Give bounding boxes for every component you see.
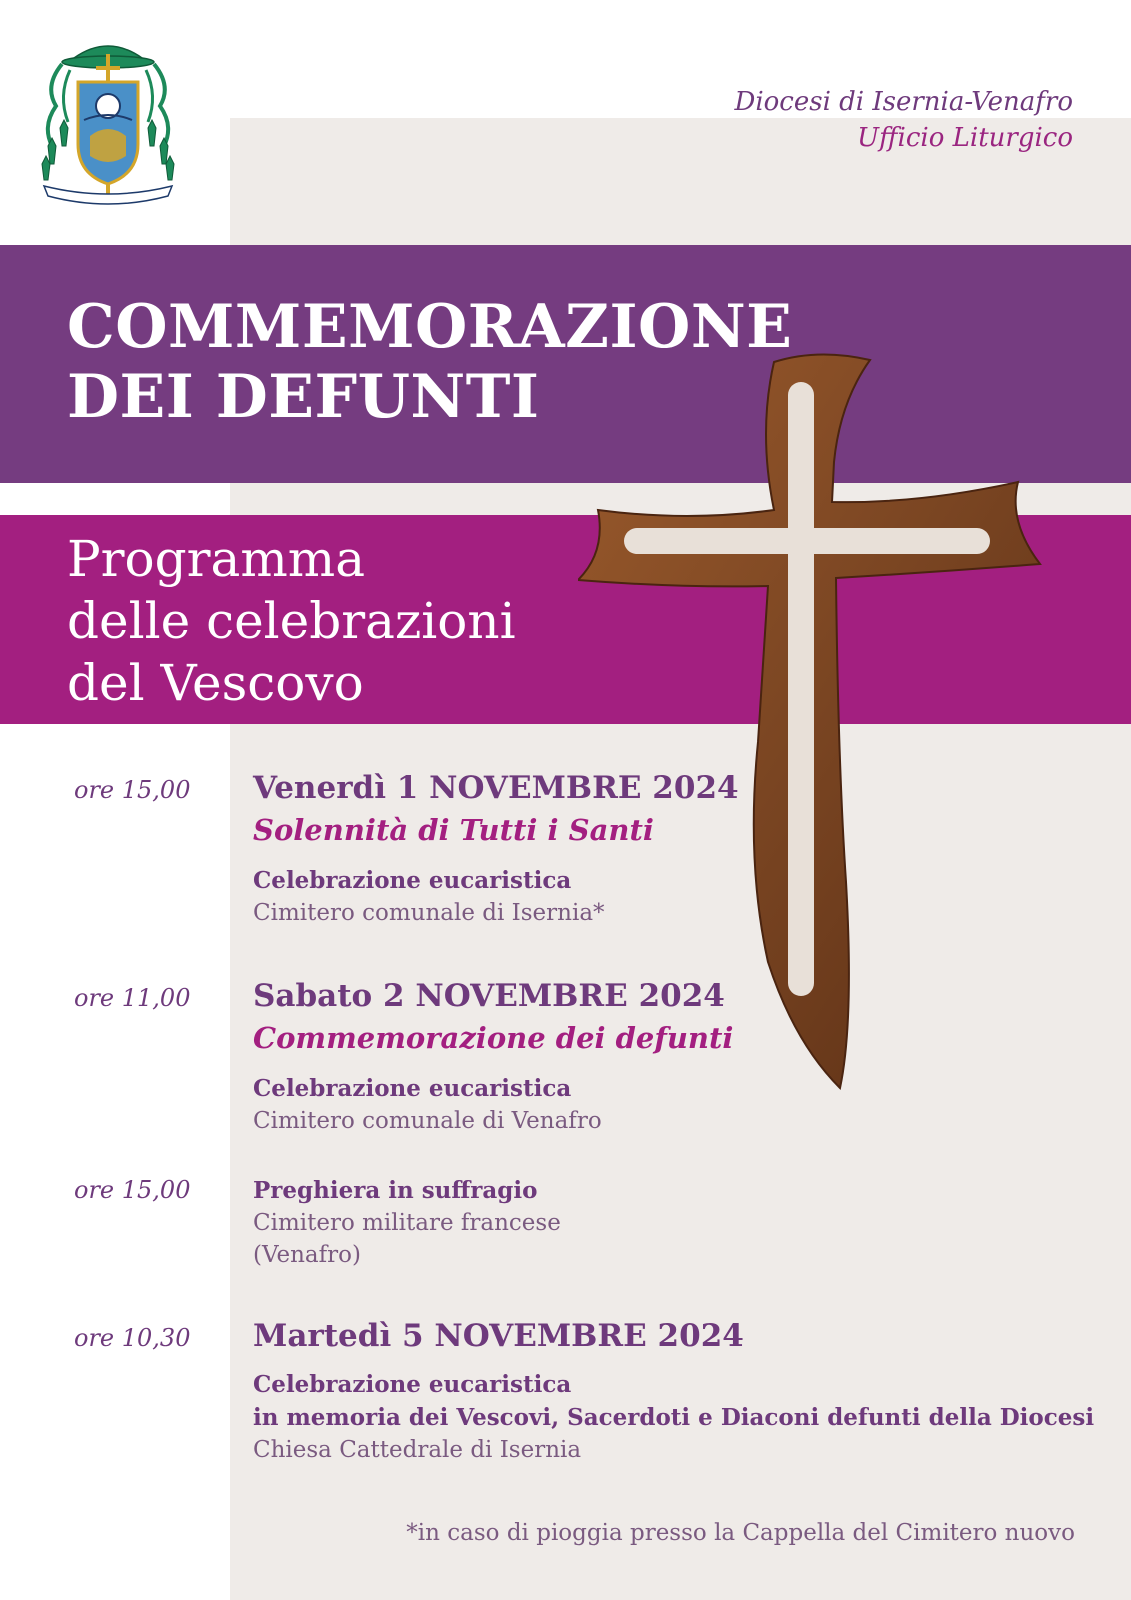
program-subtitle xyxy=(67,528,516,714)
event-3-label: Preghiera in suffragio xyxy=(253,1177,538,1204)
event-2 xyxy=(253,976,733,1137)
event-4-date: Martedì 5 NOVEMBRE 2024 xyxy=(253,1318,744,1354)
coat-of-arms-logo xyxy=(34,36,182,212)
title-line-2: DEI DEFUNTI xyxy=(67,362,540,432)
event-1 xyxy=(253,768,739,929)
event-2-place: Cimitero comunale di Venafro xyxy=(253,1108,602,1134)
event-3 xyxy=(253,1174,561,1271)
event-1-time: ore 15,00 xyxy=(74,776,191,804)
diocese-name: Diocesi di Isernia-Venafro xyxy=(734,87,1073,117)
event-2-label: Celebrazione eucaristica xyxy=(253,1075,572,1102)
event-1-feast: Solennità di Tutti i Santi xyxy=(253,813,654,847)
subtitle-line-3: del Vescovo xyxy=(67,654,364,712)
header-text xyxy=(734,84,1073,156)
event-1-place: Cimitero comunale di Isernia* xyxy=(253,900,605,926)
event-3-place-line-2: (Venafro) xyxy=(253,1242,361,1268)
event-3-place-line-1: Cimitero militare francese xyxy=(253,1210,561,1236)
event-1-date: Venerdì 1 NOVEMBRE 2024 xyxy=(253,770,739,806)
event-4-place: Chiesa Cattedrale di Isernia xyxy=(253,1437,582,1463)
event-2-date: Sabato 2 NOVEMBRE 2024 xyxy=(253,978,725,1014)
event-4 xyxy=(253,1316,1094,1466)
title-line-1: COMMEMORAZIONE xyxy=(67,292,793,362)
office-name: Ufficio Liturgico xyxy=(857,123,1073,153)
subtitle-line-2: delle celebrazioni xyxy=(67,592,516,650)
event-4-label-line-1: Celebrazione eucaristica xyxy=(253,1371,572,1398)
event-4-time: ore 10,30 xyxy=(74,1324,191,1352)
event-1-label: Celebrazione eucaristica xyxy=(253,867,572,894)
event-3-time: ore 15,00 xyxy=(74,1176,191,1204)
event-2-feast: Commemorazione dei defunti xyxy=(253,1021,734,1055)
rain-footnote: *in caso di pioggia presso la Cappella del Cimitero nuovo xyxy=(406,1520,1075,1546)
event-4-label-line-2: in memoria dei Vescovi, Sacerdoti e Diaconi defunti della Diocesi xyxy=(253,1404,1095,1431)
event-2-time: ore 11,00 xyxy=(74,984,191,1012)
subtitle-line-1: Programma xyxy=(67,530,365,588)
